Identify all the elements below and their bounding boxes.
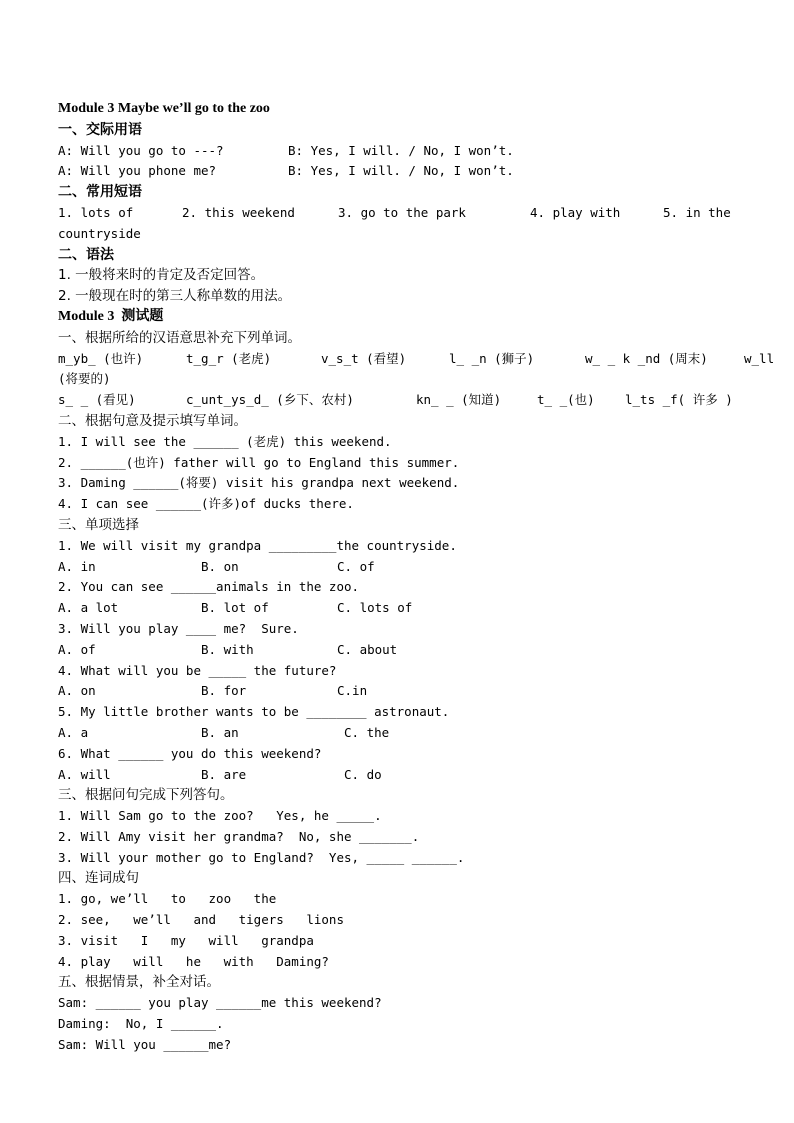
mc-option: A. a lot [58, 600, 119, 616]
mc-options [58, 598, 778, 619]
mc-option: B. are [201, 766, 247, 782]
mc-option: B. lot of [201, 600, 269, 616]
mc-option: C. do [344, 766, 382, 782]
answer-item: 1. Will Sam go to the zoo? Yes, he _____. [58, 808, 382, 824]
vocab-item: kn_ _ (知道) [416, 392, 502, 408]
word-order-item: 1. go, we’ll to zoo the [58, 891, 277, 907]
word-order-item: 4. play will he with Daming? [58, 953, 329, 969]
mc-question: 4. What will you be _____ the future? [58, 662, 337, 678]
mc-options [58, 640, 778, 661]
vocab-item: m_yb_ (也许) [58, 350, 144, 366]
vocab-item: l_ts _f( 许多 ) [625, 392, 733, 408]
vocab-item: v_s_t (看望) [321, 350, 407, 366]
phrase-item: 3. go to the park [338, 204, 466, 220]
dialog-line [58, 161, 778, 182]
mc-option: B. with [201, 641, 254, 657]
section-heading-phrases: 二、常用短语 [58, 184, 142, 201]
mc-question: 6. What ______ you do this weekend? [58, 745, 322, 761]
dialog-question: A: Will you phone me? [58, 163, 217, 179]
mc-option: B. for [201, 683, 247, 699]
mc-question: 3. Will you play ____ me? Sure. [58, 620, 299, 636]
mc-option: A. on [58, 683, 96, 699]
mc-option: A. a [58, 724, 89, 740]
dialog-answer: B: Yes, I will. / No, I won’t. [288, 142, 514, 158]
fill-item: 3. Daming ______(将要) visit his grandpa next weekend. [58, 475, 460, 491]
mc-option: B. on [201, 558, 239, 574]
vocab-item: t_ _(也) [537, 392, 595, 408]
part5-heading: 四、连词成句 [58, 870, 139, 887]
fill-item: 4. I can see ______(许多)of ducks there. [58, 496, 354, 512]
answer-item: 3. Will your mother go to England? Yes, _____ ______. [58, 849, 465, 865]
vocab-item: w_ _ k _nd (周末) [585, 350, 708, 366]
vocab-item: t_g_r (老虎) [186, 350, 272, 366]
part6-heading: 五、根据情景，补全对话。 [58, 974, 220, 991]
mc-option: C. of [337, 558, 375, 574]
vocab-row [58, 349, 778, 370]
vocab-item: w_ll [744, 350, 775, 366]
fill-item: 1. I will see the ______ (老虎) this weekend. [58, 433, 392, 449]
dialogue-line: Sam: Will you ______me? [58, 1036, 232, 1052]
section-heading-communication: 一、交际用语 [58, 121, 142, 138]
mc-question: 1. We will visit my grandpa _________the countryside. [58, 537, 457, 553]
mc-option: C. lots of [337, 600, 413, 616]
part2-heading: 二、根据句意及提示填写单词。 [58, 412, 247, 429]
phrase-item: 2. this weekend [182, 204, 295, 220]
word-order-item: 2. see, we’ll and tigers lions [58, 912, 344, 928]
phrase-item: 5. in the [663, 204, 731, 220]
part1-heading: 一、根据所给的汉语意思补充下列单词。 [58, 329, 301, 346]
vocab-continuation: (将要的) [58, 371, 111, 387]
mc-option: A. in [58, 558, 96, 574]
grammar-item: 2. 一般现在时的第三人称单数的用法。 [58, 288, 292, 305]
mc-options [58, 723, 778, 744]
test-title: Module 3 测试题 [58, 308, 164, 324]
mc-options [58, 557, 778, 578]
phrase-continuation: countryside [58, 225, 141, 241]
section-heading-grammar: 二、语法 [58, 246, 114, 263]
mc-question: 5. My little brother wants to be ________ astronaut. [58, 704, 450, 720]
word-order-item: 3. visit I my will grandpa [58, 932, 314, 948]
fill-item: 2. ______(也许) father will go to England this summer. [58, 454, 460, 470]
mc-options [58, 765, 778, 786]
answer-item: 2. Will Amy visit her grandma? No, she _______. [58, 828, 420, 844]
dialog-question: A: Will you go to ---? [58, 142, 224, 158]
mc-option: C.in [337, 683, 368, 699]
vocab-item: s_ _ (看见) [58, 392, 136, 408]
worksheet [58, 99, 778, 1056]
part4-heading: 三、根据问句完成下列答句。 [58, 787, 234, 804]
mc-option: C. about [337, 641, 398, 657]
dialog-answer: B: Yes, I will. / No, I won’t. [288, 163, 514, 179]
dialogue-line: Sam: ______ you play ______me this weekend? [58, 995, 382, 1011]
module-title: Module 3 Maybe we’ll go to the zoo [58, 101, 270, 116]
dialogue-line: Daming: No, I ______. [58, 1016, 224, 1032]
phrase-row [58, 203, 778, 224]
phrase-item: 1. lots of [58, 204, 134, 220]
grammar-item: 1. 一般将来时的肯定及否定回答。 [58, 267, 265, 284]
vocab-item: l_ _n (狮子) [449, 350, 535, 366]
phrase-item: 4. play with [530, 204, 621, 220]
mc-option: A. of [58, 641, 96, 657]
vocab-item: c_unt_ys_d_ (乡下、农村) [186, 392, 354, 408]
vocab-row [58, 390, 778, 411]
mc-question: 2. You can see ______animals in the zoo. [58, 579, 360, 595]
mc-option: B. an [201, 724, 239, 740]
dialog-line [58, 141, 778, 162]
mc-option: A. will [58, 766, 111, 782]
part3-heading: 三、单项选择 [58, 516, 139, 533]
mc-options [58, 681, 778, 702]
mc-option: C. the [344, 724, 390, 740]
